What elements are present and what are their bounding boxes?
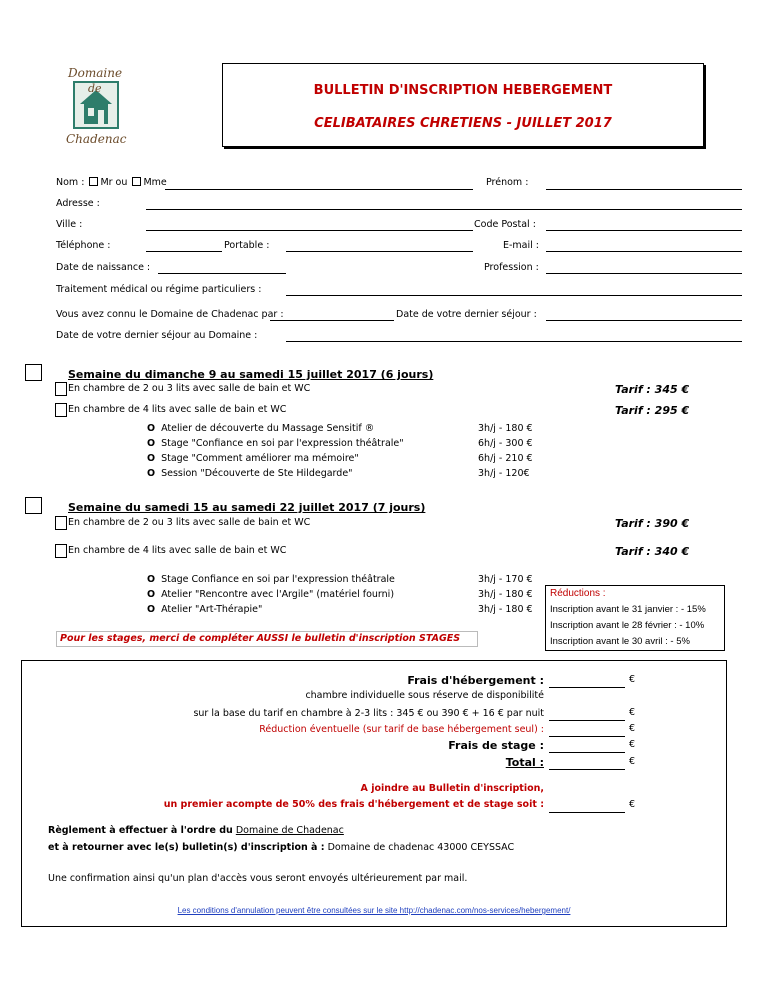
telephone-label: Téléphone : [56, 240, 111, 251]
frais-hebergement-label: Frais d'hébergement : [407, 674, 544, 687]
week2-stage-2-price: 3h/j - 180 € [478, 589, 533, 600]
euro-1: € [629, 674, 636, 685]
naissance-field[interactable] [158, 273, 286, 274]
reduction-label: Réduction éventuelle (sur tarif de base hébergement seul) : [259, 724, 544, 735]
connu-label: Vous avez connu le Domaine de Chadenac par : [56, 309, 284, 320]
nom-field[interactable] [165, 189, 473, 190]
base-tarif-label: sur la base du tarif en chambre à 2-3 lits : 345 € ou 390 € + 16 € par nuit [193, 708, 544, 719]
email-label: E-mail : [503, 240, 540, 251]
week2-stage-2[interactable]: O Atelier "Rencontre avec l'Argile" (matériel fourni) [147, 589, 395, 600]
euro-3: € [629, 723, 636, 734]
profession-field[interactable] [546, 273, 742, 274]
mr-checkbox[interactable] [89, 177, 98, 186]
week2-tarif2: Tarif : 340 € [615, 545, 690, 558]
week1-stage-4-price: 3h/j - 120€ [478, 468, 530, 479]
week2-room2-checkbox[interactable] [55, 544, 67, 558]
week1-room1-label: En chambre de 2 ou 3 lits avec salle de bain et WC [68, 383, 311, 394]
base-tarif-field[interactable] [549, 720, 625, 721]
week1-stage-3-price: 6h/j - 210 € [478, 453, 533, 464]
week1-stage-1[interactable]: O Atelier de découverte du Massage Sensitif ® [147, 423, 375, 434]
frais-stage-field[interactable] [549, 752, 625, 753]
dernier-sejour-domaine-field[interactable] [286, 341, 742, 342]
euro-6: € [629, 799, 636, 810]
retour-value: Domaine de chadenac 43000 CEYSSAC [327, 842, 515, 853]
reglement-line [48, 825, 344, 836]
week1-stage-4[interactable]: O Session "Découverte de Ste Hildegarde" [147, 468, 353, 479]
week1-stage-1-price: 3h/j - 180 € [478, 423, 533, 434]
week1-room1-checkbox[interactable] [55, 382, 67, 396]
euro-2: € [629, 707, 636, 718]
dernier-sejour-label: Date de votre dernier séjour : [396, 309, 537, 320]
week2-room2-label: En chambre de 4 lits avec salle de bain et WC [68, 545, 287, 556]
header-box [222, 63, 704, 147]
logo [62, 66, 130, 150]
page-subtitle: CELIBATAIRES CHRETIENS - JUILLET 2017 [314, 116, 612, 131]
week1-stage-2[interactable]: O Stage "Confiance en soi par l'expression théâtrale" [147, 438, 404, 449]
traitement-field[interactable] [286, 295, 742, 296]
reduction-item-1: Inscription avant le 31 janvier : - 15% [550, 604, 706, 615]
week1-room2-checkbox[interactable] [55, 403, 67, 417]
naissance-label: Date de naissance : [56, 262, 151, 273]
week2-title: Semaine du samedi 15 au samedi 22 juillet 2017 (7 jours) [68, 501, 426, 514]
nom-label: Nom : Mr ou Mme [56, 177, 167, 188]
week1-tarif2: Tarif : 295 € [615, 404, 690, 417]
reglement-label: Règlement à effectuer à l'ordre du [48, 825, 233, 836]
profession-label: Profession : [484, 262, 539, 273]
total-label: Total : [505, 756, 544, 769]
telephone-field[interactable] [146, 251, 222, 252]
connu-field[interactable] [270, 320, 394, 321]
prenom-label: Prénom : [486, 177, 529, 188]
reduction-item-3: Inscription avant le 30 avril : - 5% [550, 636, 690, 647]
dernier-sejour-field[interactable] [546, 320, 742, 321]
confirmation-text: Une confirmation ainsi qu'un plan d'accès vous seront envoyés ultérieurement par mail. [48, 873, 468, 884]
week2-stage-1[interactable]: O Stage Confiance en soi par l'expression théâtrale [147, 574, 395, 585]
week2-checkbox[interactable] [25, 497, 42, 514]
week2-stage-3-price: 3h/j - 180 € [478, 604, 533, 615]
traitement-label: Traitement médical ou régime particuliers : [56, 284, 262, 295]
reductions-title: Réductions : [550, 588, 606, 599]
adresse-field-1[interactable] [146, 209, 742, 210]
dernier-sejour-domaine-label: Date de votre dernier séjour au Domaine : [56, 330, 258, 341]
week2-room1-checkbox[interactable] [55, 516, 67, 530]
week1-stage-2-price: 6h/j - 300 € [478, 438, 533, 449]
euro-5: € [629, 756, 636, 767]
frais-stage-label: Frais de stage : [448, 739, 544, 752]
logo-text-de: de [88, 82, 102, 95]
week2-stage-1-price: 3h/j - 170 € [478, 574, 533, 585]
prenom-field[interactable] [546, 189, 742, 190]
reduction-item-2: Inscription avant le 28 février : - 10% [550, 620, 705, 631]
code-postal-label: Code Postal : [474, 219, 536, 230]
mme-checkbox[interactable] [132, 177, 141, 186]
ville-label: Ville : [56, 219, 83, 230]
ville-field[interactable] [146, 230, 473, 231]
acompte-field[interactable] [549, 812, 625, 813]
reduction-field[interactable] [549, 736, 625, 737]
joindre-line-2: un premier acompte de 50% des frais d'hébergement et de stage soit : [163, 799, 544, 810]
code-postal-field[interactable] [546, 230, 742, 231]
week2-room1-label: En chambre de 2 ou 3 lits avec salle de bain et WC [68, 517, 311, 528]
week1-tarif1: Tarif : 345 € [615, 383, 690, 396]
week2-stage-3[interactable]: O Atelier "Art-Thérapie" [147, 604, 263, 615]
email-field[interactable] [546, 251, 742, 252]
joindre-line-1: A joindre au Bulletin d'inscription, [360, 783, 544, 794]
week1-title: Semaine du dimanche 9 au samedi 15 juillet 2017 (6 jours) [68, 368, 434, 381]
logo-text-chadenac: Chadenac [66, 132, 127, 146]
week1-checkbox[interactable] [25, 364, 42, 381]
adresse-label: Adresse : [56, 198, 100, 209]
euro-4: € [629, 739, 636, 750]
week1-room2-label: En chambre de 4 lits avec salle de bain et WC [68, 404, 287, 415]
total-field[interactable] [549, 769, 625, 770]
week2-tarif1: Tarif : 390 € [615, 517, 690, 530]
reglement-value: Domaine de Chadenac [235, 825, 344, 836]
conditions-link[interactable]: Les conditions d'annulation peuvent être consultées sur le site http://chadenac.com/nos-services/hebergement/ [177, 906, 571, 915]
portable-field[interactable] [286, 251, 473, 252]
frais-hebergement-field[interactable] [549, 687, 625, 688]
stages-note: Pour les stages, merci de compléter AUSSI le bulletin d'inscription STAGES [60, 633, 461, 644]
chambre-individuelle: chambre individuelle sous réserve de disponibilité [305, 690, 544, 701]
portable-label: Portable : [224, 240, 270, 251]
retour-label: et à retourner avec le(s) bulletin(s) d'inscription à : [48, 842, 325, 853]
retour-line [48, 842, 514, 853]
page-title: BULLETIN D'INSCRIPTION HEBERGEMENT [313, 83, 613, 98]
logo-text-domaine: Domaine [68, 66, 123, 80]
week1-stage-3[interactable]: O Stage "Comment améliorer ma mémoire" [147, 453, 359, 464]
